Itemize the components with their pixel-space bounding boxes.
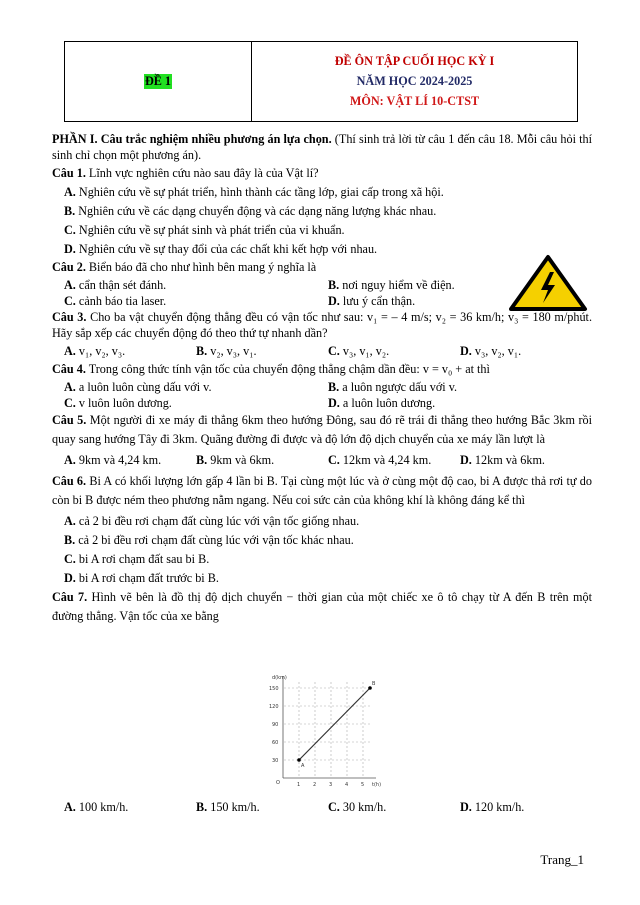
q5-option-b[interactable]: B. 9km và 6km. [196, 453, 275, 467]
graph-xtick: 4 [345, 782, 349, 788]
q7-stem: Câu 7. Hình vẽ bên là đồ thị độ dịch chuyển − thời gian của một chiếc xe ô tô chạy từ A đến B trên một đường thẳng. Vận tốc của xe bằng [52, 590, 592, 623]
exam-title-cell [252, 42, 577, 121]
q1-option-a[interactable]: A. Nghiên cứu về sự phát triển, hình thành các tầng lớp, giai cấp trong xã hội. [64, 185, 444, 199]
graph-grid [284, 682, 370, 778]
graph-xtick: 1 [297, 782, 301, 788]
q6-option-c[interactable]: C. bi A rơi chạm đất sau bi B. [64, 552, 210, 566]
graph-ytick: 120 [269, 704, 279, 710]
exam-header [64, 41, 578, 122]
exam-code-cell [65, 42, 252, 121]
graph-xtick: 2 [313, 782, 317, 788]
q7-options [52, 800, 592, 817]
exam-body [52, 131, 592, 628]
q3-option-d[interactable]: D. v₃, v₂, v₁. [460, 344, 522, 358]
graph-xtick: 5 [361, 782, 365, 788]
page-number: Trang_1 [540, 852, 584, 867]
q4-option-d[interactable]: D. a luôn luôn dương. [328, 396, 436, 410]
q6-option-d[interactable]: D. bi A rơi chạm đất trước bi B. [64, 571, 219, 585]
q5-option-d[interactable]: D. 12km và 6km. [460, 453, 545, 467]
q3-option-c[interactable]: C. v₃, v₁, v₂. [328, 344, 390, 358]
graph-ylabel: d(km) [272, 675, 287, 681]
q4-option-b[interactable]: B. a luôn ngược dấu với v. [328, 380, 458, 394]
q5-stem: Câu 5. Một người đi xe máy đi thẳng 6km theo hướng Đông, sau đó rẽ trái đi thẳng theo hướng Bắc 3km rồi quay sang hướng Tây đi 3km. Quãng đường đi được và độ lớn độ dịch chuyển của xe máy lần lượt là [52, 413, 592, 446]
q1-option-d[interactable]: D. Nghiên cứu về sự thay đổi của các chất khi kết hợp với nhau. [64, 242, 378, 256]
q6-option-b[interactable]: B. cả 2 bi đều rơi chạm đất cùng lúc với vận tốc khác nhau. [64, 533, 354, 547]
graph-label-b: B [372, 681, 376, 687]
graph-ytick: 90 [272, 722, 279, 728]
q3-stem: Câu 3. Cho ba vật chuyển động thẳng đều có vận tốc như sau: v₁ = – 4 m/s; v₂ = 36 km/h; v₃ = 180 m/phút. Hãy sắp xếp các chuyển động đó theo thứ tự nhanh dần? [52, 310, 592, 340]
graph-ytick: 150 [269, 686, 279, 692]
exam-code-badge: ĐỀ 1 [144, 74, 172, 88]
q4-stem: Câu 4. Trong công thức tính vận tốc của chuyển động thẳng chậm dần đều: v = v₀ + at thì [52, 362, 490, 376]
displacement-time-graph [252, 672, 384, 794]
school-year: NĂM HỌC 2024-2025 [356, 74, 473, 88]
q3-option-a[interactable]: A. v₁, v₂, v₃. [64, 344, 126, 358]
exam-title: ĐỀ ÔN TẬP CUỐI HỌC KỲ I [334, 54, 495, 68]
subject: MÔN: VẬT LÍ 10-CTST [349, 94, 480, 108]
q5-options [52, 451, 592, 470]
q7-option-a[interactable]: A. 100 km/h. [64, 800, 129, 814]
q5-option-a[interactable]: A. 9km và 4,24 km. [64, 453, 162, 467]
graph-point-a [297, 758, 301, 762]
q1-option-c[interactable]: C. Nghiên cứu về sự phát sinh và phát triển của vi khuẩn. [64, 223, 345, 237]
graph-xlabel: t(h) [372, 782, 382, 788]
graph-ytick: 60 [272, 740, 279, 746]
q6-option-a[interactable]: A. cả 2 bi đều rơi chạm đất cùng lúc với vận tốc giống nhau. [64, 514, 360, 528]
graph-origin: O [276, 780, 280, 786]
q3-option-b[interactable]: B. v₂, v₃, v₁. [196, 344, 257, 358]
q2-option-c[interactable]: C. cảnh báo tia laser. [64, 294, 167, 308]
q2-stem: Câu 2. Biển báo đã cho như hình bên mang ý nghĩa là [52, 260, 317, 274]
q2-option-d[interactable]: D. lưu ý cẩn thận. [328, 294, 416, 308]
q5-option-c[interactable]: C. 12km và 4,24 km. [328, 453, 432, 467]
q2-option-b[interactable]: B. nơi nguy hiểm về điện. [328, 278, 455, 292]
graph-label-a: A [301, 763, 305, 769]
q4-options-row1 [52, 379, 592, 395]
q3-options [52, 343, 592, 359]
graph-xtick: 3 [329, 782, 333, 788]
q1-option-b[interactable]: B. Nghiên cứu về các dạng chuyển động và các dạng năng lượng khác nhau. [64, 204, 437, 218]
q2-option-a[interactable]: A. cẩn thận sét đánh. [64, 278, 167, 292]
q4-option-c[interactable]: C. v luôn luôn dương. [64, 396, 172, 410]
part1-intro: PHẦN I. Câu trắc nghiệm nhiều phương án lựa chọn. (Thí sinh trả lời từ câu 1 đến câu 18. Mỗi câu hỏi thí sinh chỉ chọn một phương án). [52, 132, 593, 162]
high-voltage-warning-icon [508, 254, 588, 312]
q7-option-d[interactable]: D. 120 km/h. [460, 800, 525, 814]
q7-option-b[interactable]: B. 150 km/h. [196, 800, 260, 814]
q7-option-c[interactable]: C. 30 km/h. [328, 800, 387, 814]
q6-stem: Câu 6. Bi A có khối lượng lớn gấp 4 lần bi B. Tại cùng một lúc và ở cùng một độ cao, bi A được thả rơi tự do còn bi B được ném theo phương nằm ngang. Nếu coi sức cản của không khí là không đáng kể thì [52, 474, 592, 507]
q4-option-a[interactable]: A. a luôn luôn cùng dấu với v. [64, 380, 212, 394]
q4-options-row2 [52, 395, 592, 411]
graph-ytick: 30 [272, 758, 279, 764]
q1-stem: Câu 1. Lĩnh vực nghiên cứu nào sau đây là của Vật lí? [52, 166, 319, 180]
